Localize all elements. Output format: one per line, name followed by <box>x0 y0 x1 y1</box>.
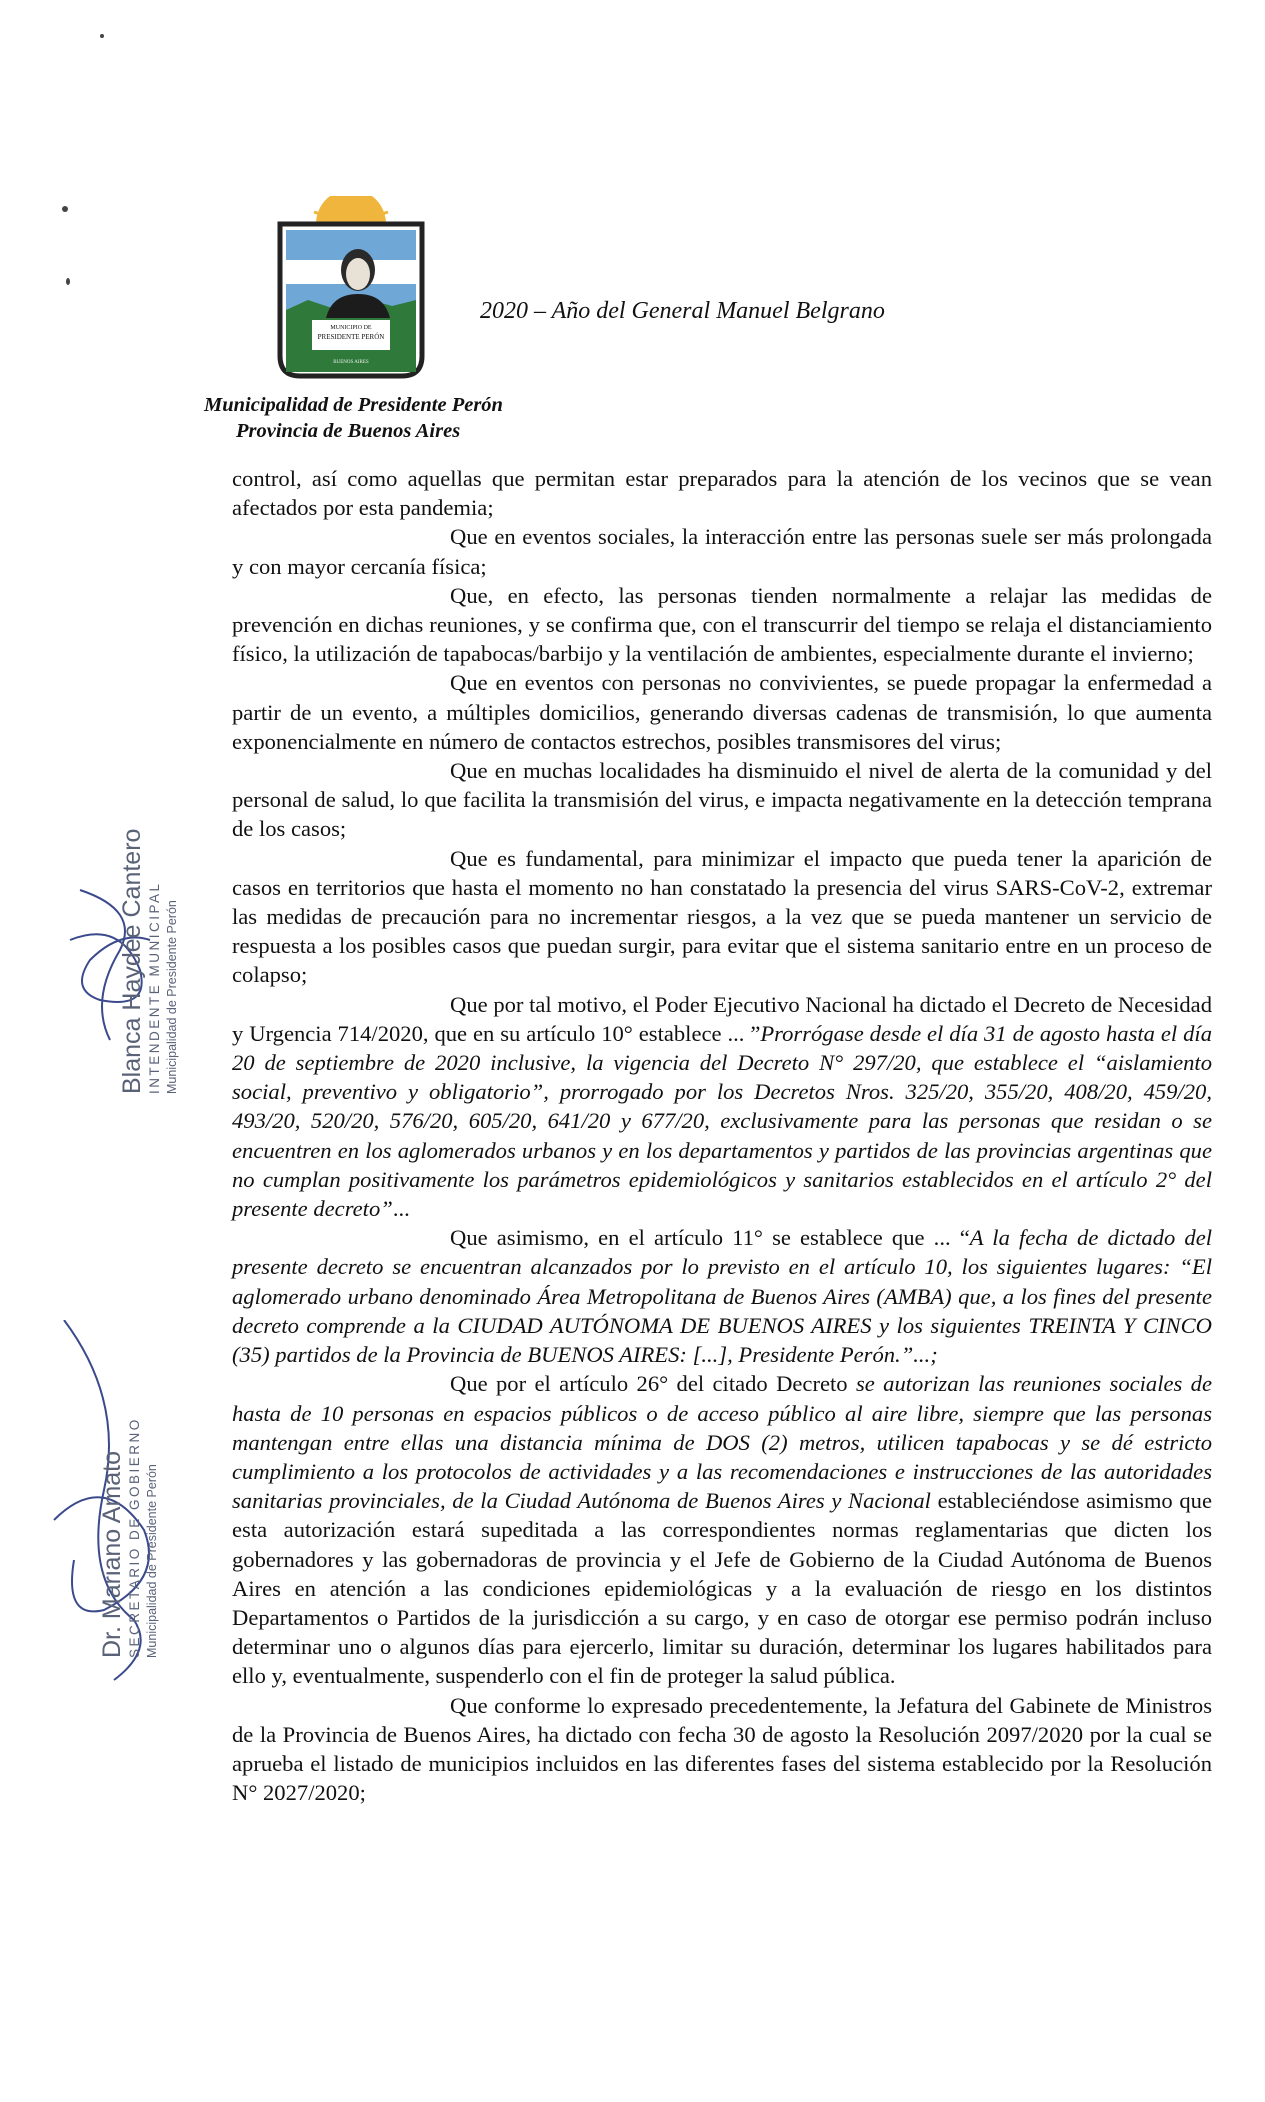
paragraph-text: Que por el artículo 26° del citado Decreto <box>450 1371 848 1397</box>
paragraph <box>232 990 1212 1224</box>
sun-icon <box>314 196 388 224</box>
scan-speck <box>66 278 70 285</box>
paragraph: Que en muchas localidades ha disminuido el nivel de alerta de la comunidad y del personal de salud, lo que facilita la transmisión del virus, e impacta negativamente en la detección temprana de los casos; <box>232 758 1212 842</box>
paragraph-text: Que por tal motivo, el Poder Ejecutivo Nacional ha dictado el Decreto de Necesidad y Urgencia 714/2020, que en su artículo 10° establece ... ” <box>232 991 1212 1046</box>
mayor-municipality: Municipalidad de Presidente Perón <box>165 900 179 1094</box>
mayor-name: Blanca Haydée Cantero <box>118 828 146 1094</box>
paragraph-text: ... <box>392 1196 410 1222</box>
crest-caption-2: PRESIDENTE PERÓN <box>317 333 385 341</box>
quoted-decree-text: se autorizan las reuniones sociales de hasta de 10 personas en espacios públicos o de acceso público al aire libre, siempre que las personas mantengan entre ellas una distancia mínima de DOS (2) metros, utilicen tapabocas y se dé estricto cumplimiento a los protocolos de actividades y a las recomendaciones e instrucciones de las autoridades sanitarias provinciales, de la Ciudad Autónoma de Buenos Aires y Nacional <box>232 1371 1213 1514</box>
mayor-role: INTENDENTE MUNICIPAL <box>147 881 162 1094</box>
secretary-name: Dr. Mariano Amato <box>98 1450 126 1658</box>
scan-speck <box>62 206 68 212</box>
secretary-municipality: Municipalidad de Presidente Perón <box>145 1464 159 1658</box>
scan-speck <box>100 34 104 38</box>
paragraph: Que en eventos sociales, la interacción entre las personas suele ser más prolongada y con mayor cercanía física; <box>232 524 1212 579</box>
paragraph: Que, en efecto, las personas tienden normalmente a relajar las medidas de prevención en dichas reuniones, y se confirma que, con el transcurrir del tiempo se relaja el distanciamiento físico, la utilización de tapabocas/barbijo y la ventilación de ambientes, especialmente durante el invierno; <box>232 582 1212 667</box>
quoted-decree-text: Prorrógase desde el día 31 de agosto hasta el día 20 de septiembre de 2020 inclusive, la vigencia del Decreto N° 297/20, que establece el “aislamiento social, preventivo y obligatorio”, prorrogado por los Decretos Nros. 325/20, 355/20, 408/20, 459/20, 493/20, 520/20, 576/20, 605/20, 641/20 y 677/20, exclusivamente para las personas que residan o se encuentren en los aglomerados urbanos y en los departamentos y partidos de las provincias argentinas que no cumplan positivamente los parámetros epidemiológicos y sanitarios establecidos en el artículo 2° del presente decreto” <box>232 1020 1212 1222</box>
year-motto: 2020 – Año del General Manuel Belgrano <box>480 298 885 324</box>
crest-caption-1: MUNICIPIO DE <box>330 325 372 331</box>
paragraph: control, así como aquellas que permitan estar preparados para la atención de los vecinos que se vean afectados por esta pandemia; <box>232 466 1212 521</box>
quoted-decree-text: A la fecha de dictado del presente decreto se encuentran alcanzados por lo previsto en el artículo 10, los siguientes lugares: “El aglomerado urbano denominado Área Metropolitana de Buenos Aires (AMBA) que, a los fines del presente decreto comprende a la CIUDAD AUTÓNOMA DE BUENOS AIRES y los siguientes TREINTA Y CINCO (35) partidos de la Provincia de BUENOS AIRES: [...], Presidente Perón.”...; <box>232 1225 1212 1368</box>
secretary-stamp <box>98 1417 160 1658</box>
paragraph: Que conforme lo expresado precedentemente, la Jefatura del Gabinete de Ministros de la Provincia de Buenos Aires, ha dictado con fecha 30 de agosto la Resolución 2097/2020 por la cual se aprueba el listado de municipios incluidos en las diferentes fases del sistema establecido por la Resolución N° 2027/2020; <box>232 1692 1212 1806</box>
crest-caption-3: BUENOS AIRES <box>333 360 369 365</box>
paragraph-text: Que asimismo, en el artículo 11° se establece que ... “ <box>450 1225 970 1251</box>
paragraph <box>232 1369 1212 1690</box>
province-name: Provincia de Buenos Aires <box>236 420 461 442</box>
paragraph: Que es fundamental, para minimizar el impacto que pueda tener la aparición de casos en territorios que hasta el momento no han constatado la presencia del virus SARS-CoV-2, extremar las medidas de precaución para no incrementar riesgos, a la vez que se pueda mantener un servicio de respuesta a los posibles casos que puedan surgir, para evitar que el sistema sanitario entre en un proceso de colapso; <box>232 845 1212 988</box>
document-body <box>232 464 1212 1807</box>
paragraph <box>232 1223 1212 1369</box>
paragraph-text: estableciéndose asimismo que esta autorización estará supeditada a las correspondientes normas reglamentarias que dicten los gobernadores y las gobernadoras de provincia y el Jefe de Gobierno de la Ciudad Autónoma de Buenos Aires en atención a las condiciones epidemiológicas y a la evaluación de riesgo en los distintos Departamentos o Partidos de la jurisdicción a su cargo, y en caso de otorgar ese permiso podrán incluso determinar uno o algunos días para ejercerlo, limitar su duración, determinar los lugares habilitados para ello y, eventualmente, suspenderlo con el fin de proteger la salud pública. <box>232 1488 1213 1689</box>
letterhead <box>204 392 503 444</box>
secretary-role: SECRETARIO DE GOBIERNO <box>127 1417 142 1658</box>
municipal-crest <box>272 196 430 380</box>
paragraph: Que en eventos con personas no convivientes, se puede propagar la enfermedad a partir de un evento, a múltiples domicilios, generando diversas cadenas de transmisión, lo que aumenta exponencialmente en número de contactos estrechos, posibles transmisores del virus; <box>232 670 1212 754</box>
mayor-stamp <box>118 829 180 1094</box>
municipality-name: Municipalidad de Presidente Perón <box>204 394 503 416</box>
